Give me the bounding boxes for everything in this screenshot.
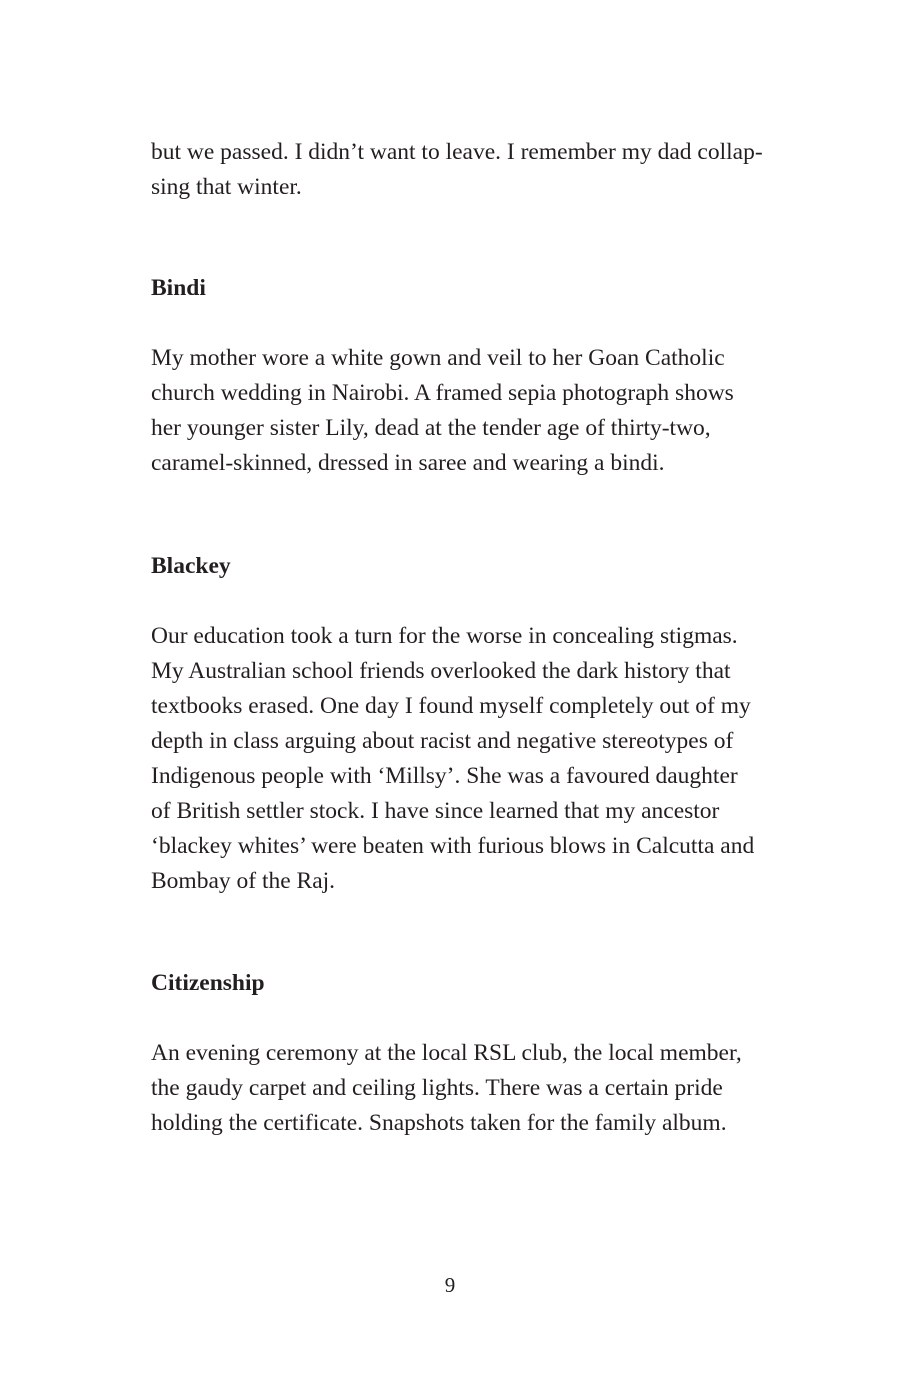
intro-paragraph bbox=[151, 135, 791, 205]
text-line: caramel-skinned, dressed in saree and wearing a bindi. bbox=[151, 450, 665, 476]
text-line: textbooks erased. One day I found myself completely out of my bbox=[151, 693, 751, 719]
text-line: of British settler stock. I have since learned that my ancestor bbox=[151, 798, 720, 824]
section-heading-bindi: Bindi bbox=[151, 275, 206, 301]
section-paragraph-bindi bbox=[151, 341, 791, 481]
page-number: 9 bbox=[444, 1273, 456, 1297]
text-line: the gaudy carpet and ceiling lights. There was a certain pride bbox=[151, 1075, 723, 1101]
text-line: An evening ceremony at the local RSL club, the local member, bbox=[151, 1040, 742, 1066]
section-heading-citizenship: Citizenship bbox=[151, 970, 265, 996]
text-line: but we passed. I didn’t want to leave. I remember my dad collap- bbox=[151, 139, 763, 165]
text-line: My Australian school friends overlooked the dark history that bbox=[151, 658, 731, 684]
text-line: Our education took a turn for the worse in concealing stigmas. bbox=[151, 623, 738, 649]
text-line: depth in class arguing about racist and negative stereotypes of bbox=[151, 728, 734, 754]
text-line: her younger sister Lily, dead at the tender age of thirty-two, bbox=[151, 415, 711, 441]
section-heading-blackey: Blackey bbox=[151, 553, 231, 579]
text-line: Indigenous people with ‘Millsy’. She was a favoured daughter bbox=[151, 763, 738, 789]
text-line: sing that winter. bbox=[151, 174, 302, 200]
text-line: ‘blackey whites’ were beaten with furious blows in Calcutta and bbox=[151, 833, 755, 859]
text-line: holding the certificate. Snapshots taken for the family album. bbox=[151, 1110, 727, 1136]
text-line: My mother wore a white gown and veil to her Goan Catholic bbox=[151, 345, 725, 371]
section-paragraph-blackey bbox=[151, 619, 791, 899]
text-line: Bombay of the Raj. bbox=[151, 868, 336, 894]
section-paragraph-citizenship bbox=[151, 1036, 791, 1141]
text-line: church wedding in Nairobi. A framed sepia photograph shows bbox=[151, 380, 734, 406]
